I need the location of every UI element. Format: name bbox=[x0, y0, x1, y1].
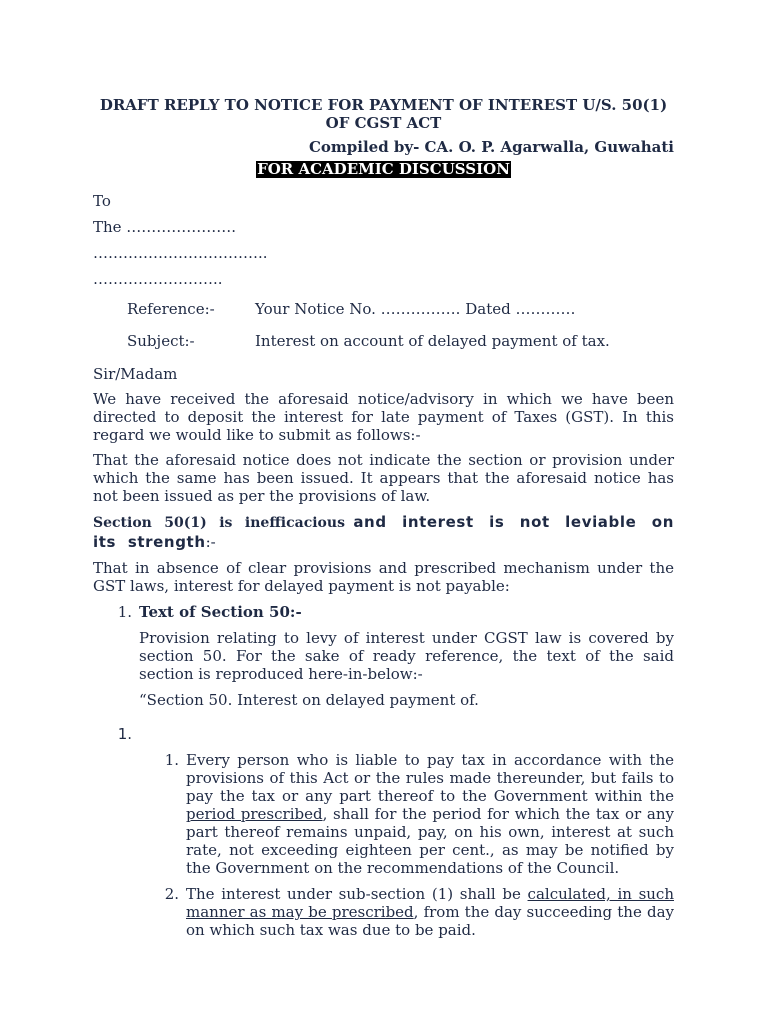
document-title: DRAFT REPLY TO NOTICE FOR PAYMENT OF INTEREST U/S. 50(1) OF CGST ACT bbox=[99, 96, 668, 132]
address-the: The …………………. bbox=[93, 218, 237, 236]
salutation: Sir/Madam bbox=[93, 365, 178, 383]
address-block bbox=[93, 192, 674, 288]
sub-clause-2-rest: , from the day succeeding the day on which such tax was due to be paid. bbox=[186, 903, 674, 939]
paragraph-2: That the aforesaid notice does not indicate the section or provision under which the same has been issued. It appears that the aforesaid notice has not been issued as per the provisions of law. bbox=[93, 451, 674, 505]
subject-value: Interest on account of delayed payment of tax. bbox=[255, 332, 610, 350]
address-line-3: …………………….. bbox=[93, 270, 223, 288]
compiled-by: Compiled by- CA. O. P. Agarwalla, Guwahati bbox=[308, 138, 674, 156]
academic-discussion-label: FOR ACADEMIC DISCUSSION bbox=[257, 160, 510, 178]
heading-part-2: and interest is not leviable on its strength bbox=[93, 513, 674, 551]
list-item bbox=[93, 725, 674, 743]
section-50-quote: “Section 50. Interest on delayed payment of. bbox=[139, 691, 479, 709]
list-item bbox=[93, 603, 674, 621]
sub-clause-1-text: Every person who is liable to pay tax in accordance with the provisions of this Act or the rules made thereunder, but fails to pay the tax or any part thereof to the Government within the bbox=[186, 751, 674, 805]
address-line-2: …………………………….. bbox=[93, 244, 268, 262]
address-to: To bbox=[93, 192, 111, 210]
reference-value: Your Notice No. ……………. Dated ………… bbox=[255, 300, 576, 318]
reference-row bbox=[127, 300, 674, 318]
sub-clause-2-text: The interest under sub-section (1) shall be bbox=[186, 885, 528, 903]
sub-clause-number: 2. bbox=[164, 885, 179, 903]
subject-label: Subject:- bbox=[127, 332, 195, 350]
subject-row bbox=[127, 332, 674, 350]
list-item-heading: Text of Section 50:- bbox=[139, 603, 302, 621]
paragraph-3: That in absence of clear provisions and prescribed mechanism under the GST laws, interest for delayed payment is not payable: bbox=[93, 559, 674, 595]
list-number: 1. bbox=[117, 725, 132, 743]
calculated-manner-prescribed: calculated, in such manner as may be prescribed bbox=[186, 885, 674, 921]
sub-clause-1-rest: , shall for the period for which the tax or any part thereof remains unpaid, pay, on his own, interest at such rate, not exceeding eighteen per cent., as may be notified by the Government on the recommendations of the Council. bbox=[186, 805, 674, 877]
sub-clause-number: 1. bbox=[164, 751, 179, 769]
period-prescribed: period prescribed bbox=[186, 805, 323, 823]
heading-suffix: :- bbox=[205, 533, 216, 551]
list-number: 1. bbox=[117, 603, 132, 621]
sub-clause-1 bbox=[93, 751, 674, 877]
document-page bbox=[93, 96, 674, 939]
reference-label: Reference:- bbox=[127, 300, 215, 318]
paragraph-1: We have received the aforesaid notice/advisory in which we have been directed to deposit the interest for late payment of Taxes (GST). In this regard we would like to submit as follows:- bbox=[93, 390, 674, 444]
heading-part-1: Section 50(1) is inefficacious bbox=[93, 515, 345, 531]
section-heading bbox=[93, 513, 674, 552]
section-50-intro: Provision relating to levy of interest under CGST law is covered by section 50. For the sake of ready reference, the text of the said section is reproduced here-in-below:- bbox=[139, 629, 674, 683]
sub-clause-2 bbox=[93, 885, 674, 939]
